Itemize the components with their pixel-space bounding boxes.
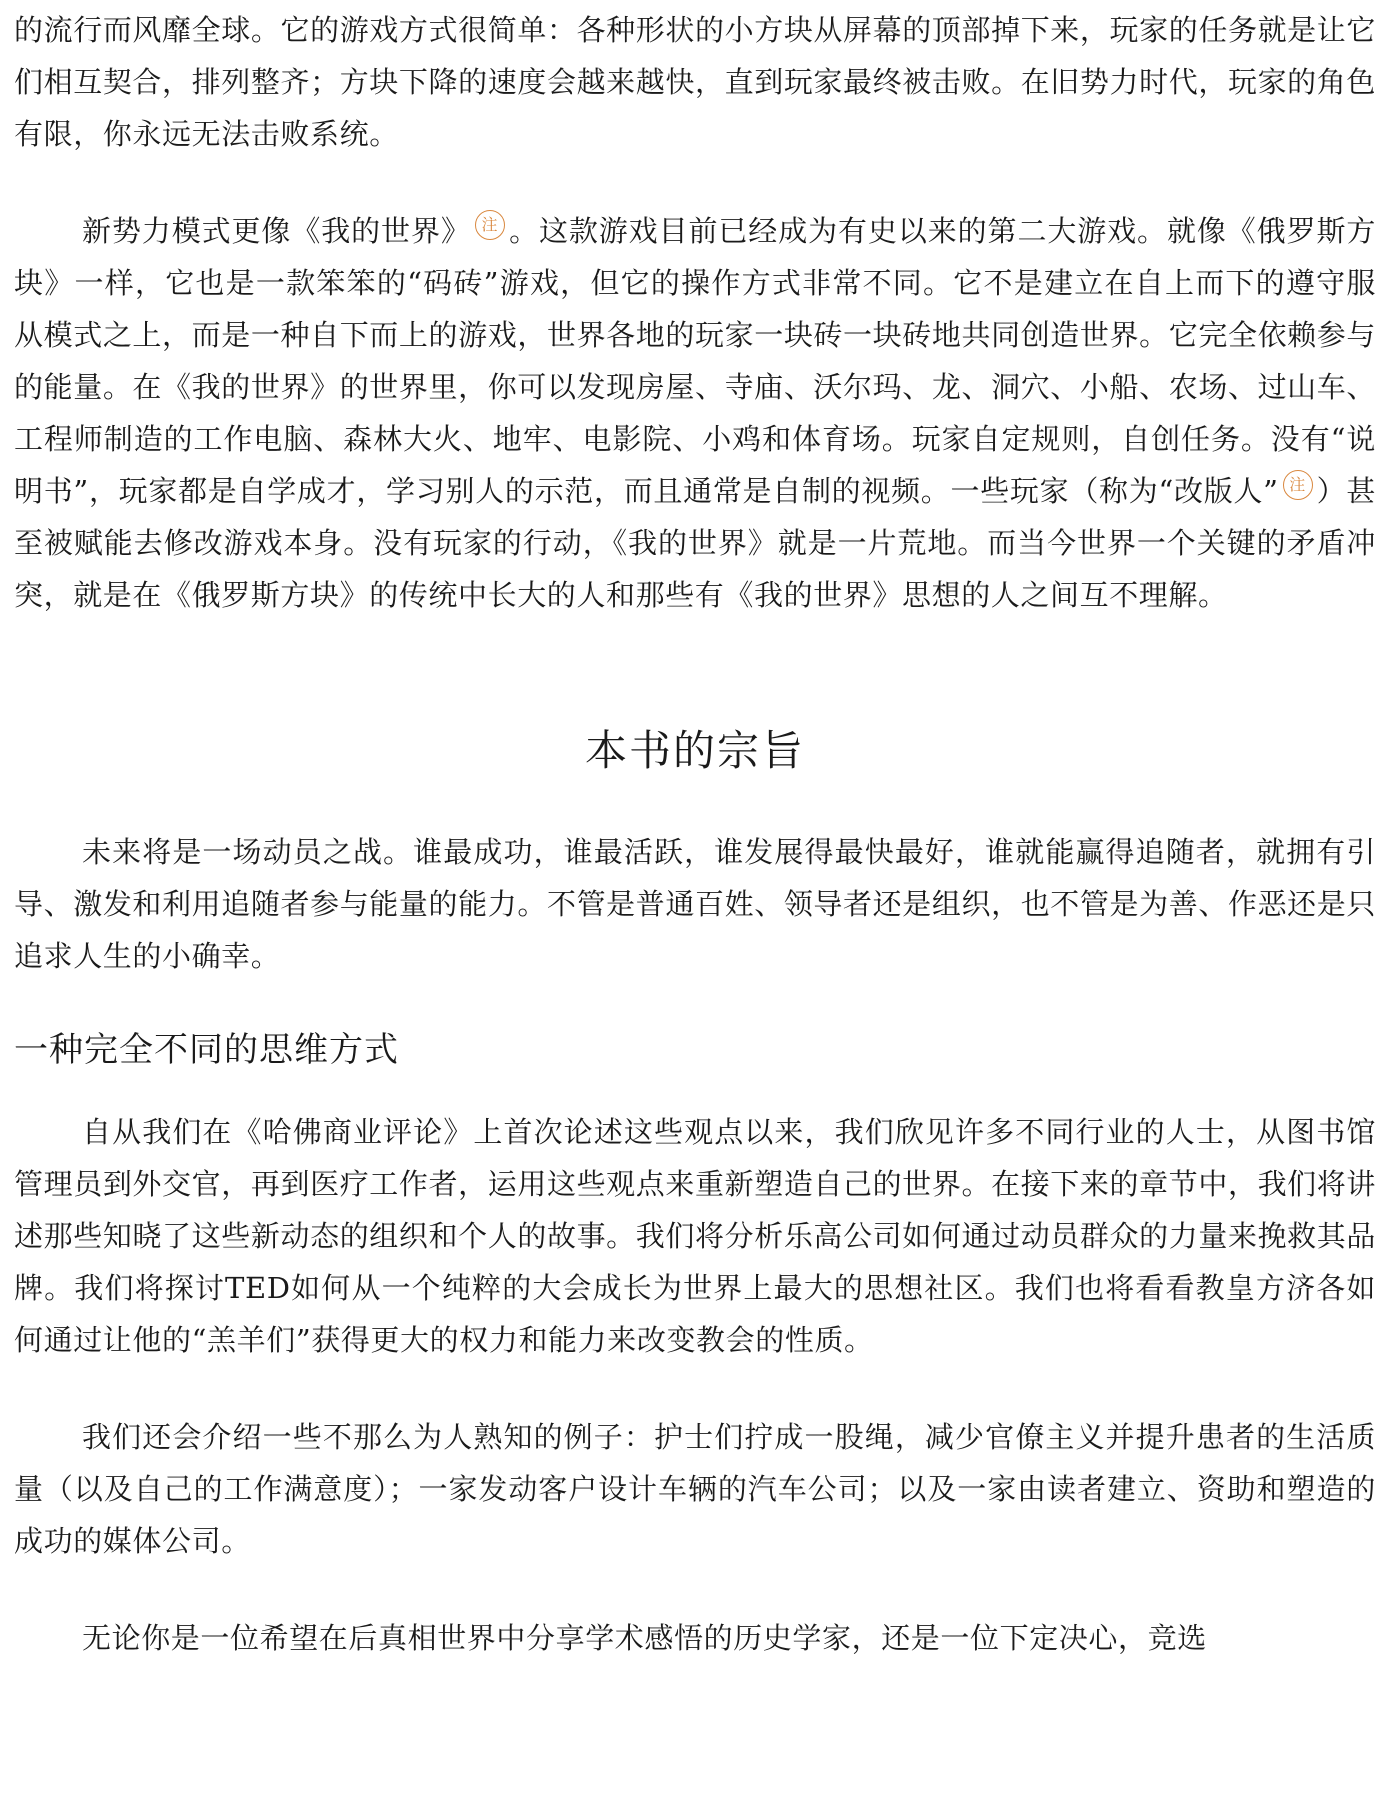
section-spacer — [14, 621, 1376, 721]
paragraph-historian: 无论你是一位希望在后真相世界中分享学术感悟的历史学家，还是一位下定决心，竞选 — [82, 1621, 1207, 1655]
footnote-marker-icon[interactable]: 注 — [475, 210, 505, 240]
paragraph-minecraft — [14, 205, 1376, 621]
paragraph-hbr: 自从我们在《哈佛商业评论》上首次论述这些观点以来，我们欣见许多不同行业的人士，从图书馆管理员到外交官，再到医疗工作者，运用这些观点来重新塑造自己的世界。在接下来的章节中，我们将讲述那些知晓了这些新动态的组织和个人的故事。我们将分析乐高公司如何通过动员群众的力量来挽救其品牌。我们将探讨TED如何从一个纯粹的大会成长为世界上最大的思想社区。我们也将看看教皇方济各如何通过让他的“羔羊们”获得更大的权力和能力来改变教会的性质。 — [14, 1115, 1376, 1357]
paragraph-mobilization: 未来将是一场动员之战。谁最成功，谁最活跃，谁发展得最快最好，谁就能赢得追随者，就拥有引导、激发和利用追随者参与能量的能力。不管是普通百姓、领导者还是组织，也不管是为善、作恶还是只追求人生的小确幸。 — [14, 835, 1376, 973]
paragraph-examples: 我们还会介绍一些不那么为人熟知的例子：护士们拧成一股绳，减少官僚主义并提升患者的生活质量（以及自己的工作满意度）；一家发动客户设计车辆的汽车公司；以及一家由读者建立、资助和塑造的成功的媒体公司。 — [14, 1420, 1376, 1558]
paragraph-text-segment: ）甚至被赋能去修改游戏本身。没有玩家的行动，《我的世界》就是一片荒地。而当今世界一个关键的矛盾冲突，就是在《俄罗斯方块》的传统中长大的人和那些有《我的世界》思想的人之间互不理解。 — [14, 474, 1376, 612]
paragraph-text-segment: 。这款游戏目前已经成为有史以来的第二大游戏。就像《俄罗斯方块》一样，它也是一款笨笨的“码砖”游戏，但它的操作方式非常不同。它不是建立在自上而下的遵守服从模式之上，而是一种自下而上的游戏，世界各地的玩家一块砖一块砖地共同创造世界。它完全依赖参与的能量。在《我的世界》的世界里，你可以发现房屋、寺庙、沃尔玛、龙、洞穴、小船、农场、过山车、工程师制造的工作电脑、森林大火、地牢、电影院、小鸡和体育场。玩家自定规则，自创任务。没有“说明书”，玩家都是自学成才，学习别人的示范，而且通常是自制的视频。一些玩家（称为“改版人” — [14, 214, 1376, 508]
footnote-marker-icon[interactable]: 注 — [1283, 470, 1313, 500]
document-page — [14, 4, 1376, 1664]
paragraph-tetris-intro: 的流行而风靡全球。它的游戏方式很简单：各种形状的小方块从屏幕的顶部掉下来，玩家的任务就是让它们相互契合，排列整齐；方块下降的速度会越来越快，直到玩家最终被击败。在旧势力时代，玩家的角色有限，你永远无法击败系统。 — [14, 13, 1376, 151]
paragraph-spacer — [14, 1567, 1376, 1612]
section-title: 本书的宗旨 — [584, 726, 805, 775]
paragraph-spacer — [14, 781, 1376, 826]
paragraph-text-segment: 新势力模式更像《我的世界》 — [82, 214, 471, 248]
paragraph-spacer — [14, 1078, 1376, 1106]
paragraph-spacer — [14, 160, 1376, 205]
paragraph-spacer — [14, 1366, 1376, 1411]
subsection-title: 一种完全不同的思维方式 — [14, 1030, 399, 1070]
paragraph-spacer — [14, 982, 1376, 1022]
